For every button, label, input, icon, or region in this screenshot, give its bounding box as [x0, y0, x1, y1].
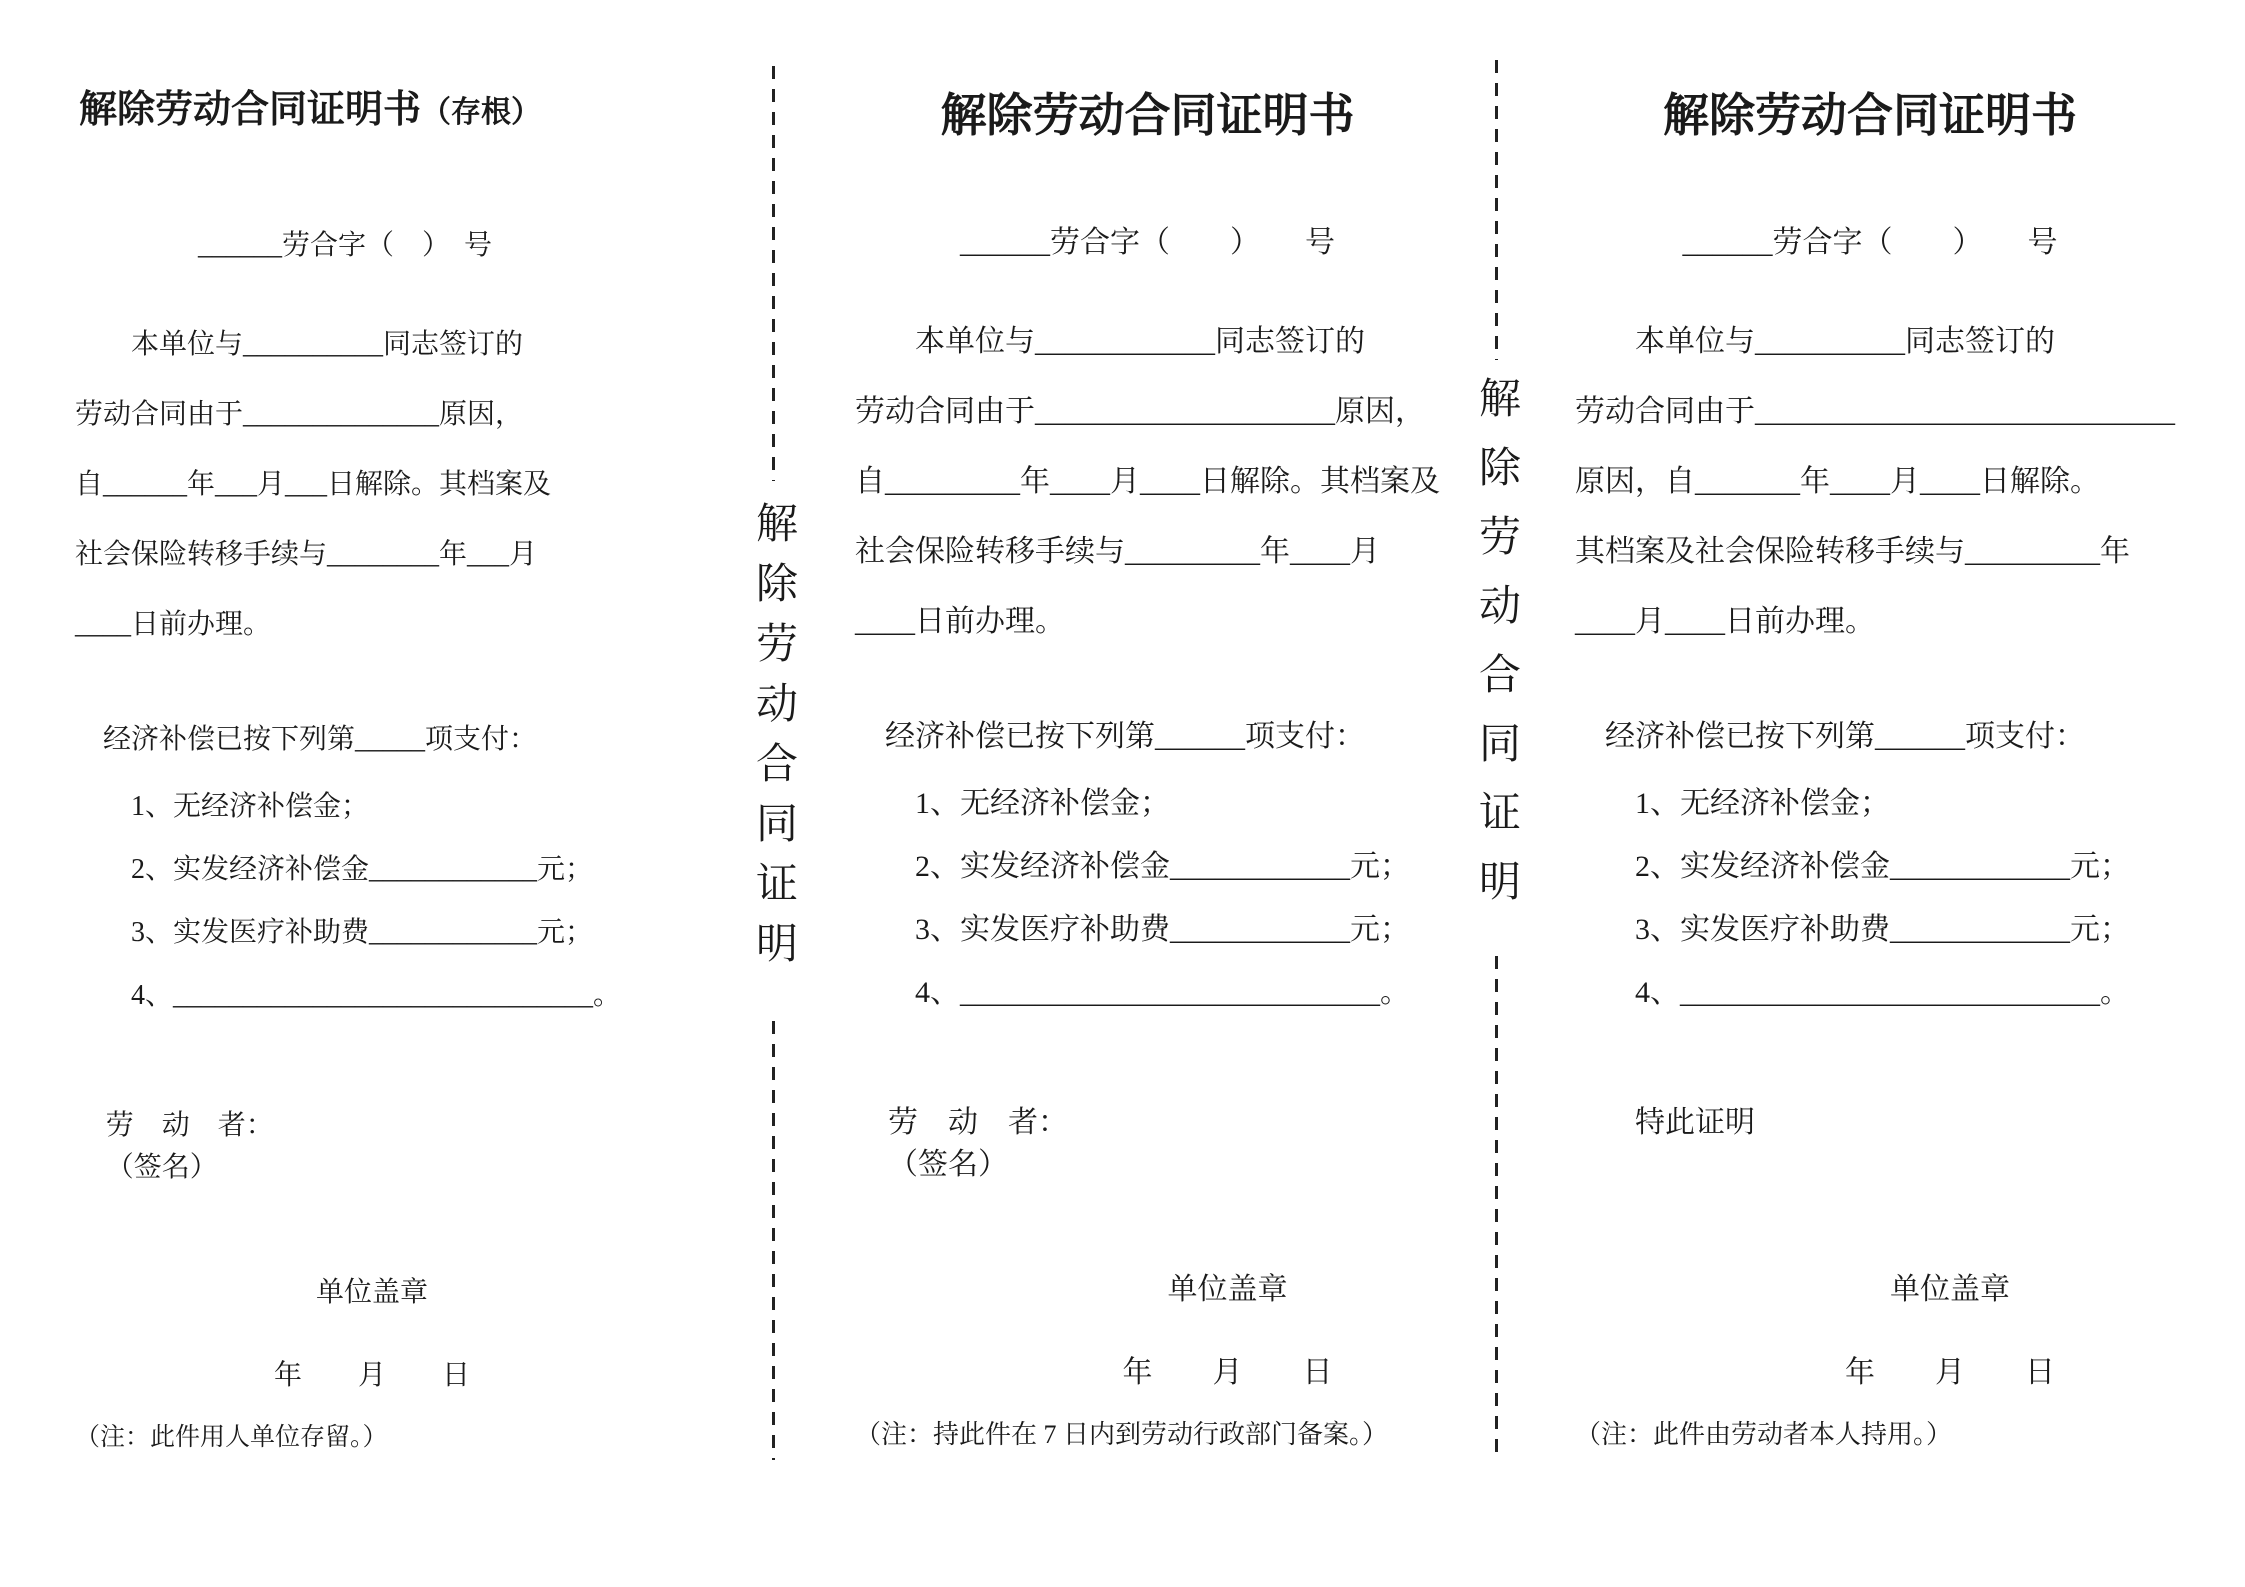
copy2-paragraph-line: 本单位与__________同志签订的: [1635, 325, 2055, 358]
copy1-doc-number-line: ______劳合字（ ） 号: [960, 226, 1335, 259]
stub-title: [75, 70, 545, 141]
fold-divider-1: [745, 66, 801, 1460]
copy1-worker-label: 劳 动 者：: [888, 1106, 1068, 1139]
copy2-paragraph-line: 其档案及社会保险转移手续与_________年: [1575, 535, 2130, 568]
stub-paragraph-line: 劳动合同由于______________原因，: [75, 399, 524, 430]
dashed-tear-line-top: [772, 66, 775, 481]
copy1-compensation-item-2: 2、实发经济补偿金____________元；: [915, 850, 1410, 883]
stub-compensation-item-4: 4、______________________________。: [131, 980, 622, 1011]
copy2-compensation-item-1: 1、无经济补偿金；: [1635, 787, 1890, 820]
stub-paragraph-line: 社会保险转移手续与________年___月: [75, 539, 538, 570]
copy2-body-paragraph: [1575, 307, 2175, 657]
copy2-date-line: 年 月 日: [1845, 1356, 2055, 1389]
dashed-tear-line-bottom: [772, 1021, 775, 1460]
copy1-paragraph-line: 本单位与____________同志签订的: [915, 325, 1365, 358]
copy1-compensation-options: [855, 772, 1440, 1024]
copy1-worker-signature-label: （签名）: [888, 1148, 1008, 1181]
stub-compensation-item-3: 3、实发医疗补助费____________元；: [131, 917, 594, 948]
stub-paragraph-line: 本单位与__________同志签订的: [131, 329, 524, 360]
stub-date-line: 年 月 日: [273, 1360, 470, 1391]
copy1-paragraph-line: 社会保险转移手续与_________年____月: [855, 535, 1380, 568]
copy2-paragraph-line: ____月____日前办理。: [1575, 605, 1875, 638]
panel-filing-copy: [855, 70, 1440, 1455]
dashed-tear-line-bottom: [1495, 956, 1498, 1460]
copy2-paragraph-line: 劳动合同由于____________________________: [1575, 395, 2175, 428]
copy1-note: （注：持此件在 7 日内到劳动行政部门备案。）: [855, 1420, 1389, 1449]
stub-worker-block: [75, 1105, 545, 1189]
copy2-title: 解除劳动合同证明书: [1663, 90, 2077, 141]
copy2-compensation-item-4: 4、____________________________。: [1635, 976, 2130, 1009]
stub-worker-signature-label: （签名）: [105, 1152, 218, 1183]
copy2-compensation-options: [1575, 772, 2165, 1024]
panel-worker-copy: [1575, 70, 2175, 1455]
fold-divider-2: [1468, 60, 1524, 1460]
copy1-title: 解除劳动合同证明书: [940, 90, 1355, 141]
copy1-paragraph-line: 自_________年____月____日解除。其档案及: [855, 465, 1440, 498]
stub-paragraph-line: 自______年___月___日解除。其档案及: [75, 469, 552, 500]
copy1-paragraph-line: ____日前办理。: [855, 605, 1065, 638]
stub-compensation-item-1: 1、无经济补偿金；: [131, 791, 370, 822]
stub-compensation-intro: 经济补偿已按下列第_____项支付：: [103, 724, 538, 755]
dashed-tear-line-top: [1495, 60, 1498, 360]
copy2-compensation-item-2: 2、实发经济补偿金____________元；: [1635, 850, 2130, 883]
stub-note: （注：此件用人单位存留。）: [75, 1424, 388, 1451]
stub-body-paragraph: [75, 310, 552, 660]
stub-title-suffix: （存根）: [421, 96, 541, 129]
divider-vertical-title: 解除劳动合同证明: [1473, 376, 1519, 928]
divider-vertical-title: 解除劳动合同证明: [750, 501, 796, 981]
copy1-body-paragraph: [855, 307, 1440, 657]
copy2-unit-stamp-label: 单位盖章: [1890, 1273, 2010, 1306]
copy2-compensation-item-3: 3、实发医疗补助费____________元；: [1635, 913, 2130, 946]
copy1-compensation-item-1: 1、无经济补偿金；: [915, 787, 1170, 820]
copy1-compensation-intro: 经济补偿已按下列第______项支付：: [885, 720, 1365, 753]
copy2-paragraph-line: 原因，自_______年____月____日解除。: [1575, 465, 2100, 498]
copy2-certify-line: 特此证明: [1635, 1106, 1755, 1139]
stub-worker-label: 劳 动 者：: [105, 1110, 274, 1141]
stub-unit-stamp-label: 单位盖章: [315, 1277, 428, 1308]
copy1-paragraph-line: 劳动合同由于____________________原因，: [855, 395, 1425, 428]
stub-compensation-item-2: 2、实发经济补偿金____________元；: [131, 854, 594, 885]
copy1-unit-stamp-label: 单位盖章: [1167, 1273, 1288, 1306]
stub-compensation-options: [75, 775, 622, 1027]
copy2-compensation-intro: 经济补偿已按下列第______项支付：: [1605, 720, 2085, 753]
copy2-note: （注：此件由劳动者本人持用。）: [1575, 1420, 1953, 1449]
copy1-date-line: 年 月 日: [1122, 1356, 1333, 1389]
copy1-compensation-item-3: 3、实发医疗补助费____________元；: [915, 913, 1410, 946]
panel-stub: [75, 70, 622, 1458]
stub-title-main: 解除劳动合同证明书: [78, 89, 421, 131]
copy2-doc-number-line: ______劳合字（ ） 号: [1682, 226, 2058, 259]
stub-doc-number-line: ______劳合字（ ） 号: [197, 230, 492, 261]
stub-paragraph-line: ____日前办理。: [75, 609, 272, 640]
copy1-compensation-item-4: 4、____________________________。: [915, 976, 1410, 1009]
copy1-worker-block: [855, 1102, 1440, 1186]
